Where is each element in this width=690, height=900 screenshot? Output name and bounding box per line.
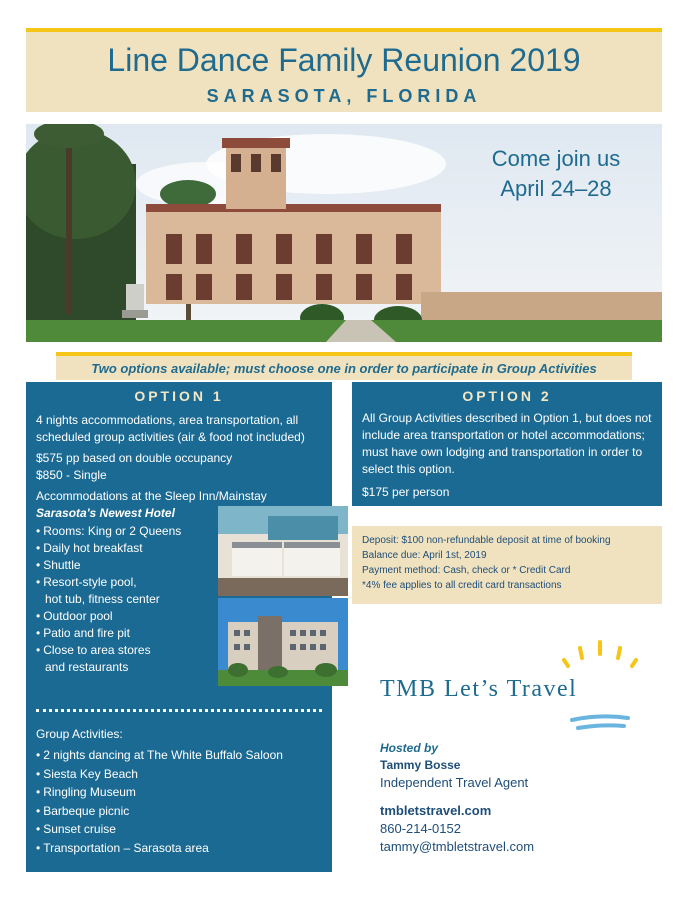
list-item: • Ringling Museum [36,783,326,802]
cta-line-1: Come join us [491,146,621,171]
hotel-exterior-photo [218,598,348,686]
activities-heading: Group Activities: [36,727,123,741]
option-2-details [352,410,662,501]
list-item: • Daily hot breakfast [36,540,216,557]
list-item: • Shuttle [36,557,216,574]
list-item: • Resort-style pool, [36,574,216,591]
fee-note: *4% fee applies to all credit card transactions [362,580,562,591]
option-2-price: $175 per person [362,485,450,499]
hotel-room-photo [218,506,348,596]
email-link[interactable]: tammy@tmbletstravel.com [380,839,535,854]
options-banner-text: Two options available; must choose one in order to participate in Group Activities [91,361,597,376]
group-activities [36,726,326,743]
option-1-summary: 4 nights accommodations, area transportation, all scheduled group activities (air & food not included) [36,413,305,444]
page-subtitle: SARASOTA, FLORIDA [206,86,482,106]
contact-block [380,740,534,856]
website-link[interactable]: tmbletstravel.com [380,803,492,818]
list-item: hot tub, fitness center [45,592,160,606]
price-double: $575 pp based on double occupancy [36,451,233,465]
list-item: • Siesta Key Beach [36,765,326,784]
list-item: • Sunset cruise [36,820,326,839]
list-item: • Patio and fire pit [36,625,216,642]
balance-text: Balance due: April 1st, 2019 [362,550,487,561]
options-banner [56,352,632,380]
list-item: • Outdoor pool [36,608,216,625]
option-2-panel [352,382,662,506]
list-item: • Barbeque picnic [36,802,326,821]
host-role: Independent Travel Agent [380,775,529,790]
host-name: Tammy Bosse [380,758,461,772]
hotel-line: Accommodations at the Sleep Inn/Mainstay [36,489,267,503]
cta-dates: April 24–28 [500,176,612,201]
hotel-tagline: Sarasota's Newest Hotel [36,506,175,520]
amenities-list [36,523,216,676]
swoosh-icon [568,712,632,734]
page-title: Line Dance Family Reunion 2019 [107,42,581,78]
option-1-heading: OPTION 1 [134,388,224,404]
option-1-panel [26,382,332,872]
sun-rays-icon [560,636,640,676]
activities-list [36,746,326,857]
option-2-heading: OPTION 2 [462,388,552,404]
phone-number[interactable]: 860-214-0152 [380,821,461,836]
deposit-text: Deposit: $100 non-refundable deposit at time of booking [362,535,611,546]
cta-text [466,144,646,204]
payment-method-text: Payment method: Cash, check or * Credit Card [362,565,571,576]
list-item: • Transportation – Sarasota area [36,839,326,858]
section-divider [36,709,322,712]
list-item: • Close to area stores [36,642,216,659]
list-item: • 2 nights dancing at The White Buffalo Saloon [36,746,326,765]
header-banner [26,28,662,112]
price-single: $850 - Single [36,468,107,482]
list-item: • Rooms: King or 2 Queens [36,523,216,540]
hero-photo [26,124,662,342]
hosted-by-label: Hosted by [380,741,439,755]
brand-logo: TMB Let’s Travel [380,676,578,702]
list-item: and restaurants [45,660,129,674]
payment-info-box [352,526,662,604]
option-2-description: All Group Activities described in Option 1, but does not include area transportation or hotel accommodations; must have own lodging and transportation in order to select this option. [362,411,652,476]
